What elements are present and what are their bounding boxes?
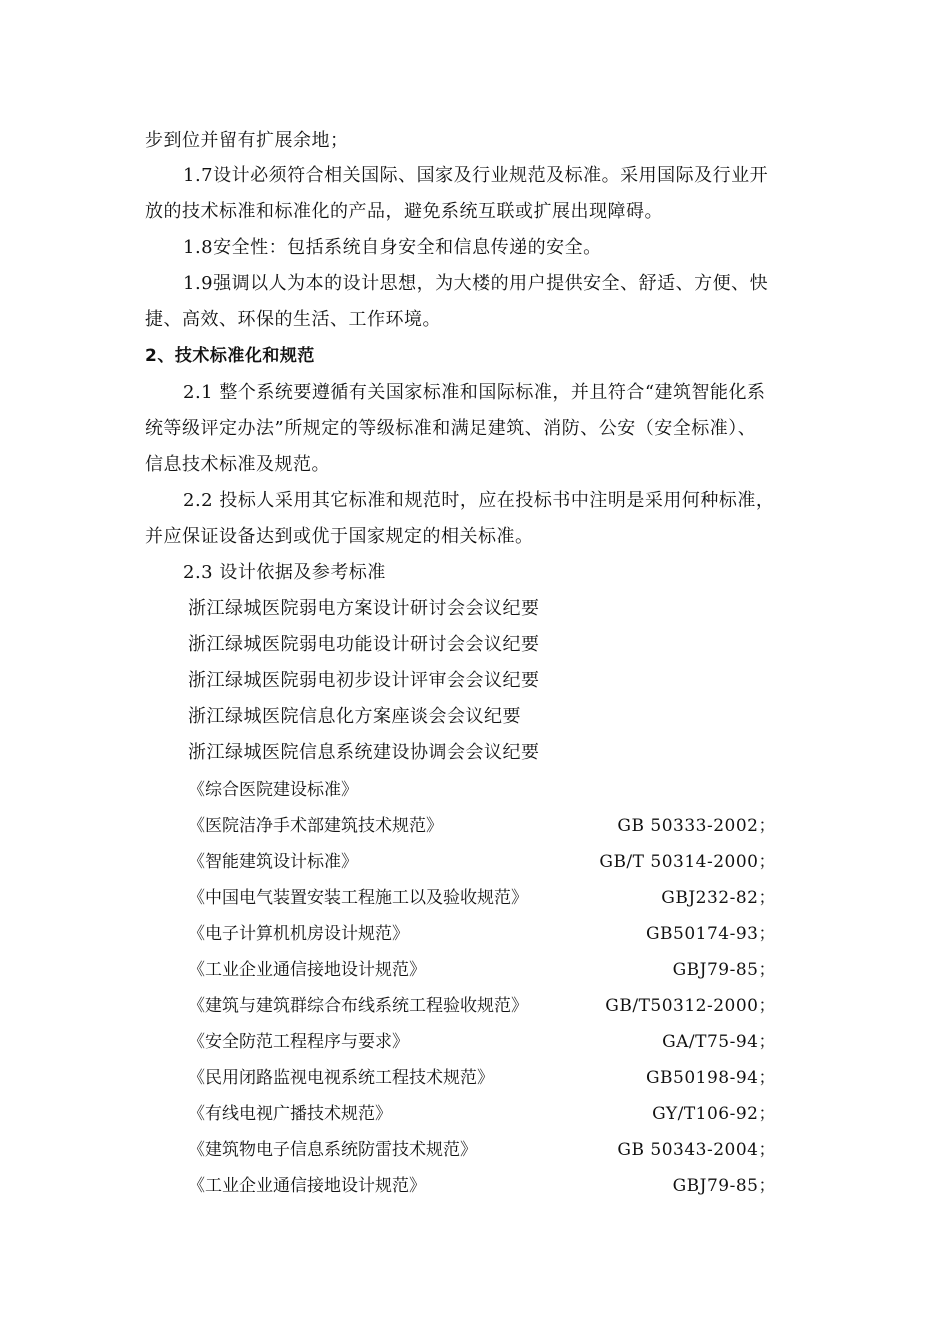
minutes-item: 浙江绿城医院信息化方案座谈会会议纪要 [188,706,521,727]
standard-title: 《建筑与建筑群综合布线系统工程验收规范》 [188,996,528,1016]
standard-row [188,958,776,982]
standard-code: GB/T 50314-2000； [599,852,776,872]
standard-row [188,778,776,802]
standard-title: 《安全防范工程程序与要求》 [188,1032,409,1052]
standard-code: GBJ232-82； [661,888,776,908]
standard-title: 《有线电视广播技术规范》 [188,1104,392,1124]
minutes-item: 浙江绿城医院信息系统建设协调会会议纪要 [188,742,540,763]
paragraph-2-1-line-2: 统等级评定办法”所规定的等级标准和满足建筑、消防、公安（安全标准）、 [145,418,757,439]
paragraph-1-7-line-2: 放的技术标准和标准化的产品，避免系统互联或扩展出现障碍。 [145,201,663,222]
standard-code: GA/T75-94； [662,1032,776,1052]
minutes-item: 浙江绿城医院弱电方案设计研讨会会议纪要 [188,598,540,619]
section-2-heading: 2、技术标准化和规范 [145,346,315,366]
standard-title: 《医院洁净手术部建筑技术规范》 [188,816,443,836]
standard-title: 《中国电气装置安装工程施工以及验收规范》 [188,888,528,908]
standard-title: 《建筑物电子信息系统防雷技术规范》 [188,1140,477,1160]
paragraph-1-6-continuation: 步到位并留有扩展余地； [145,130,349,151]
standard-code: GB 50333-2002； [617,816,776,836]
standard-code: GB/T50312-2000； [605,996,776,1016]
standard-row [188,1174,776,1198]
standard-title: 《工业企业通信接地设计规范》 [188,1176,426,1196]
standard-title: 《民用闭路监视电视系统工程技术规范》 [188,1068,494,1088]
paragraph-2-2-line-1: 2.2 投标人采用其它标准和规范时，应在投标书中注明是采用何种标准， [183,490,775,511]
minutes-item: 浙江绿城医院弱电初步设计评审会会议纪要 [188,670,540,691]
paragraph-2-3: 2.3 设计依据及参考标准 [183,562,386,583]
standard-row [188,1102,776,1126]
standard-title: 《电子计算机机房设计规范》 [188,924,409,944]
standard-row [188,814,776,838]
standard-code: GB50174-93； [645,924,776,944]
paragraph-1-8: 1.8安全性：包括系统自身安全和信息传递的安全。 [183,237,602,258]
paragraph-2-2-line-2: 并应保证设备达到或优于国家规定的相关标准。 [145,526,534,547]
standard-row [188,886,776,910]
standard-code: GB 50343-2004； [617,1140,776,1160]
paragraph-1-9-line-1: 1.9强调以人为本的设计思想，为大楼的用户提供安全、舒适、方便、快 [183,273,769,294]
standard-row [188,994,776,1018]
standard-row [188,922,776,946]
standard-code: GBJ79-85； [672,1176,776,1196]
standard-code: GY/T106-92； [652,1104,776,1124]
paragraph-2-1-line-3: 信息技术标准及规范。 [145,454,330,475]
paragraph-1-7-line-1: 1.7设计必须符合相关国际、国家及行业规范及标准。采用国际及行业开 [183,165,769,186]
minutes-item: 浙江绿城医院弱电功能设计研讨会会议纪要 [188,634,540,655]
paragraph-2-1-line-1: 2.1 整个系统要遵循有关国家标准和国际标准，并且符合“建筑智能化系 [183,382,766,403]
standard-row [188,1138,776,1162]
standard-title: 《工业企业通信接地设计规范》 [188,960,426,980]
standard-row [188,1030,776,1054]
standard-title: 《综合医院建设标准》 [188,780,358,800]
standard-row [188,850,776,874]
standard-title: 《智能建筑设计标准》 [188,852,358,872]
standard-code: GBJ79-85； [672,960,776,980]
paragraph-1-9-line-2: 捷、高效、环保的生活、工作环境。 [145,309,441,330]
standard-row [188,1066,776,1090]
standard-code: GB50198-94； [645,1068,776,1088]
